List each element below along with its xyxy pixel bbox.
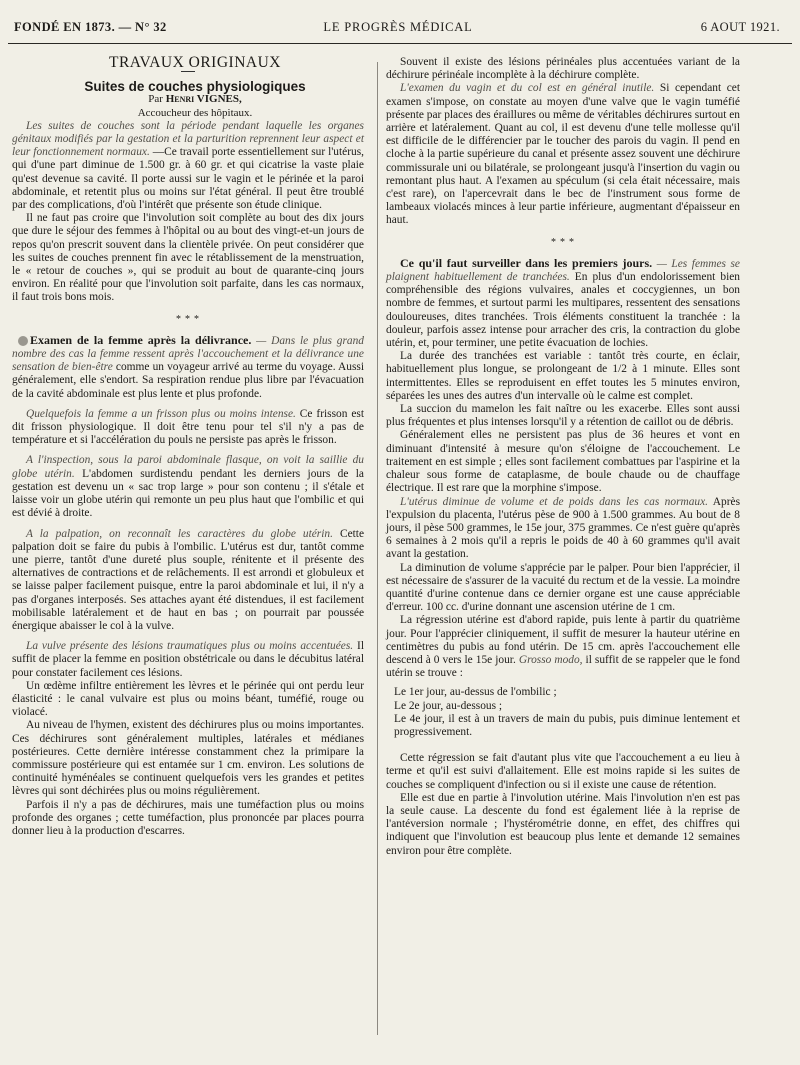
byline bbox=[12, 93, 364, 106]
section-title: TRAVAUX ORIGINAUX bbox=[109, 54, 281, 71]
subsection-heading: Examen de la femme après la délivrance. bbox=[30, 332, 252, 347]
paragraph-text: comme un voyageur arrivé au terme du voyage. Aussi généralement, elle s'endort. Sa respiration rendue plus libre par l'évacuation de la cavité abdominale est plus lente et plus profonde. bbox=[12, 361, 365, 400]
paragraph: Un œdème infiltre entièrement les lèvres et le périnée qui ont perdu leur élasticité : le canal vulvaire est plus ou moins béant, tuméfié, rouge ou violacé. bbox=[12, 679, 364, 719]
paragraph bbox=[12, 408, 364, 448]
paragraph-text: Après l'expulsion du placenta, l'utérus pèse de 900 à 1.500 grammes. Au bout de 8 jours, il pèse 500 grammes, le 15e jour, 375 grammes. Ce n'est guère qu'après 6 semaines à 2 mois qu'il a repris le poids de 40 à 60 grammes qu'il avait avant la gestation. bbox=[386, 495, 740, 561]
paragraph: La durée des tranchées est variable : tantôt très courte, en éclair, habituellement plus longue, se prolongeant de 1/2 à 1 minute. Elles sont intermittentes. Elles se reproduisent en effet toutes les 5 minutes environ, séparées les unes des autres d'un intervalle où le calme est complet. bbox=[386, 350, 740, 402]
paragraph-text: Cette palpation doit se faire du pubis à l'ombilic. L'utérus est dur, tantôt comme une pierre, tantôt d'une dureté plus souple, rénitente et il présente des alternatives de contractions et de relâchements. Il est arrondi et globuleux et se laisse palper facilement puisque, entre la paroi abdominale et lui, il n'y a pas d'organes interposés. Ses attaches ayant été distendues, il est facilement mobilisable latéralement et de haut en bas ; on pourrait par poussée énergique abaisser le col à la vulve. bbox=[12, 527, 365, 632]
paragraph-text: il suffit de se rappeler que le fond utérin se trouve : bbox=[386, 653, 741, 680]
author-affiliation: Accoucheur des hôpitaux. bbox=[137, 106, 253, 119]
section-separator: * * * bbox=[550, 236, 575, 248]
paragraph: Généralement elles ne persistent pas plus de 36 heures et vont en diminuant d'intensité à mesure qu'on s'éloigne de l'accouchement. Le traitement en est simple ; elles sont facilement combattues par l'aspirine et la chaleur sous forme de cataplasme, de boule chaude ou de chauffage électrique. Il est rare que la morphine s'impose. bbox=[386, 429, 740, 495]
italic-lead: L'examen du vagin et du col est en général inutile. bbox=[400, 82, 655, 95]
running-header bbox=[8, 20, 788, 40]
regression-list bbox=[386, 686, 740, 739]
list-item: Le 4e jour, il est à un travers de main du pubis, puis diminue lentement et progressivement. bbox=[394, 712, 740, 738]
italic-lead: A la palpation, on reconnaît les caractères du globe utérin. bbox=[26, 527, 333, 540]
list-item: Le 2e jour, au-dessous ; bbox=[394, 699, 503, 712]
paragraph bbox=[12, 454, 364, 520]
italic-lead: Les suites de couches sont la période pendant laquelle les organes génitaux modifiés par la gestation et la parturition reprennent leur aspect et leur fonctionnement normaux. bbox=[12, 119, 364, 159]
article-title: Suites de couches physiologiques bbox=[84, 79, 306, 95]
paragraph bbox=[386, 614, 740, 680]
right-column bbox=[386, 56, 740, 858]
paragraph: Au niveau de l'hymen, existent des déchirures plus ou moins importantes. Ces déchirures sont généralement multiples, latérales et médianes postérieures. Cette dernière intéresse constamment chez la primipare la commissure postérieure qui est entamée sur 1 cm. environ. Les solutions de continuité hyménéales se continuent quelquefois vers les grandes et petites lèvres qui sont déchirées plus ou moins régulièrement. bbox=[12, 719, 364, 798]
paragraph: Souvent il existe des lésions périnéales plus accentuées variant de la déchirure périnéale incomplète à la déchirure complète. bbox=[386, 56, 740, 82]
italic-lead: A l'inspection, sous la paroi abdominale flasque, on voit la saillie du globe utérin. bbox=[12, 454, 364, 480]
paragraph: La diminution de volume s'apprécie par le palper. Pour bien l'apprécier, il est nécessaire de s'assurer de la vacuité du rectum et de la vessie. La moindre quantité d'urine contenue dans ce dernier organe est une cause appréciable d'erreur. 100 cc. d'urine donnant une ascension utérine de 1 cm. bbox=[386, 561, 740, 614]
list-item: Le 1er jour, au-dessus de l'ombilic ; bbox=[394, 686, 557, 699]
author-name: Henri VIGNES, bbox=[165, 93, 242, 106]
paragraph: La succion du mamelon les fait naître ou les exacerbe. Elles sont aussi plus fréquentes et plus intenses lorsqu'il y a rétention de caillot ou de débris. bbox=[386, 403, 740, 429]
paragraph bbox=[12, 528, 364, 634]
paragraph bbox=[386, 257, 740, 350]
founding-issue: FONDÉ EN 1873. — N° 32 bbox=[14, 20, 167, 34]
italic-lead: Grosso modo, bbox=[515, 653, 583, 666]
paragraph-text: Si cependant cet examen s'impose, on constate au moyen d'une valve que le vagin tuméfié présente par places des éraillures ou même de véritables déchirures surtout en arrière et latéralement. Quant au col, il est devenu d'une telle mollesse qu'il est difficile de le différencier par le toucher des parois du vagin. Il pend en cloche à la partie supérieure du canal et présente assez souvent une déchirure commissurale uni ou bilatérale, se prolongeant jusqu'à l'insertion du vagin ou remontant plus haut. A l'examen au spéculum (si cela était nécessaire, mais c'est rare), on l'apercevrait dans le bec de l'instrument sous forme de lambeaux violacés minces à leur partie inférieure, augmentant d'épaisseur en haut. bbox=[386, 82, 740, 227]
title-rule bbox=[181, 71, 195, 72]
paragraph bbox=[12, 120, 364, 212]
italic-lead: L'utérus diminue de volume et de poids dans les cas normaux. bbox=[400, 495, 709, 508]
paragraph bbox=[386, 496, 740, 562]
ink-blot-icon bbox=[18, 336, 28, 346]
paragraph bbox=[386, 82, 740, 227]
left-column bbox=[12, 56, 364, 838]
journal-title: LE PROGRÈS MÉDICAL bbox=[323, 20, 473, 34]
paragraph-text: L'abdomen surdistendu pendant les derniers jours de la gestation est devenu un « sac trop large » pour son contenu ; il s'étale et laisse voir un globe utérin qui remonte un peu plus haut que l'ombilic et qui est dévié à droite. bbox=[12, 467, 364, 520]
italic-lead: Quelquefois la femme a un frisson plus ou moins intense. bbox=[26, 407, 296, 420]
paragraph-text: En plus d'un endolorissement bien compréhensible des régions vulvaires, anales et coccygiennes, un bon nombre de femmes, et surtout parmi les multipares, ressentent des sensations douloureuses, dites tranchées. Trois éléments constituent la tranchée : la douleur, parfois assez intense pour arracher des cris, la contraction du globe utérin, et, pour terminer, une petite évacuation de lochies. bbox=[386, 271, 740, 350]
paragraph bbox=[12, 640, 364, 680]
paragraph-text: Il suffit de placer la femme en position obstétricale ou dans le décubitus latéral pour constater facilement ces lésions. bbox=[12, 640, 365, 679]
byline-prefix: Par bbox=[148, 93, 163, 106]
paragraph bbox=[12, 334, 364, 401]
paragraph-text: —Ce travail porte essentiellement sur l'utérus, qui d'une part diminue de 1.500 gr. à 60 gr. et qui cicatrise la vaste plaie qu'est devenue sa cavité. Il porte aussi sur le vagin et le périnée et la paroi abdominale, et retentit plus ou moins sur l'état général. Il peut être troublé par des complications, d'où l'intérêt que présente son étude clinique. bbox=[12, 146, 364, 212]
italic-lead: — Dans le plus grand nombre des cas la femme ressent après l'accouchement et la délivrance une sensation de bien-être bbox=[12, 334, 365, 374]
column-divider bbox=[377, 62, 378, 1035]
paragraph: Parfois il n'y a pas de déchirures, mais une tuméfaction plus ou moins profonde des organes ; cette tuméfaction, plus prononcée par places pourra donner lieu à la production d'escarres. bbox=[12, 798, 364, 837]
issue-date: 6 AOUT 1921. bbox=[700, 20, 780, 34]
italic-lead: — Les femmes se plaignent habituellement de tranchées. bbox=[386, 257, 740, 284]
italic-lead: La vulve présente des lésions traumatiques plus ou moins accentuées. bbox=[26, 640, 354, 653]
section-separator: * * * bbox=[175, 313, 200, 325]
paragraph-text: La régression utérine est d'abord rapide, puis lente à partir du quatrième jour. Pour l'apprécier cliniquement, il suffit de mesurer la hauteur utérine en centimètres du pubis au fond utérin. De 15 cm. après l'accouchement elle descend à 0 vers le 15e jour. bbox=[386, 614, 740, 666]
paragraph: Cette régression se fait d'autant plus vite que l'accouchement a eu lieu à terme et qu'il est suivi d'allaitement. Elle est moins rapide si les suites de couches se compliquent d'infection ou si il existe une cause de rétention. bbox=[386, 752, 740, 791]
paragraph-text: Ce frisson est dit frisson physiologique. Il doit être tenu pour tel s'il n'y a pas de température et si l'accélération du pouls ne persiste pas après le frisson. bbox=[12, 407, 364, 447]
paragraph: Elle est due en partie à l'involution utérine. Mais l'involution n'en est pas la seule cause. La descente du fond est également liée à la reprise de l'antéversion normale ; l'hystérométrie donne, en effet, des chiffres qui indiquent que l'involution est beaucoup plus lente et demande 12 semaines environ pour être complète. bbox=[386, 791, 740, 857]
subsection-heading: Ce qu'il faut surveiller dans les premiers jours. bbox=[400, 255, 653, 270]
header-rule bbox=[8, 43, 792, 44]
paragraph: Il ne faut pas croire que l'involution soit complète au bout des dix jours que dure le séjour des femmes à l'hôpital ou au bout des vingt-et-un jours de repos qu'on prescrit souvent dans la clientèle privée. On peut considérer que les suites de couches prennent fin avec le rétablissement de la menstruation, le « retour de couches », qui se produit au bout de quarante-cinq jours environ. En réalité pour que l'involution soit parfaite, dans les cas normaux, il faut trois bons mois. bbox=[12, 212, 364, 304]
